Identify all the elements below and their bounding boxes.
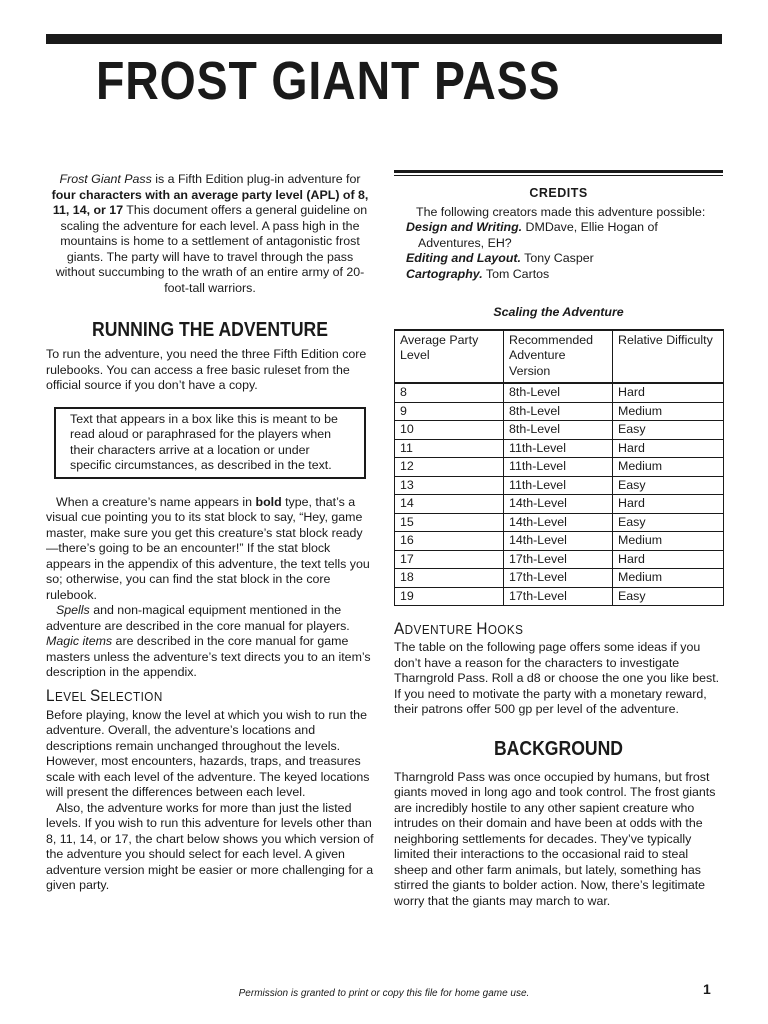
table-cell-difficulty: Easy	[613, 421, 724, 440]
table-cell-apl: 10	[395, 421, 504, 440]
table-row	[395, 402, 724, 421]
background-heading: BACKGROUND	[493, 737, 624, 760]
table-row	[395, 587, 724, 606]
table-cell-version: 17th-Level	[504, 569, 613, 588]
table-cell-apl: 13	[395, 476, 504, 495]
header-difficulty: Relative Difficulty	[613, 330, 724, 384]
page-title: FROST GIANT PASS	[96, 51, 561, 111]
table-cell-apl: 15	[395, 513, 504, 532]
table-cell-difficulty: Easy	[613, 476, 724, 495]
running-p2: When a creature’s name appears in bold type, that’s a visual cue pointing you to its stat block to say, “Hey, game master, make sure you get this creature’s stat block ready—there’s going to be an encounter!” If the stat block appears in the appendix of this adventure, the text tells you so; otherwise, you can find the stat block in the core rulebook.	[46, 494, 370, 602]
table-cell-difficulty: Hard	[613, 495, 724, 514]
level-selection-p2: Also, the adventure works for more than just the listed levels. If you wish to run this adventure for levels other than 8, 11, 14, or 17, the chart below shows you which version of the adventure you should select for each level. A given adventure version might be easier or more challenging for a given party.	[46, 800, 374, 892]
table-row	[395, 569, 724, 588]
table-cell-apl: 14	[395, 495, 504, 514]
table-cell-apl: 18	[395, 569, 504, 588]
credit-line: Cartography. Tom Cartos	[406, 266, 550, 281]
table-cell-version: 17th-Level	[504, 550, 613, 569]
table-cell-difficulty: Easy	[613, 513, 724, 532]
left-column	[46, 172, 374, 894]
table-row	[395, 550, 724, 569]
table-row	[395, 532, 724, 551]
read-aloud-box: Text that appears in a box like this is meant to be read aloud or paraphrased for the players when their characters arrive at a location or under specific circumstances, as described in the text.	[54, 407, 366, 479]
table-body	[395, 383, 724, 606]
table-cell-version: 14th-Level	[504, 495, 613, 514]
table-cell-version: 17th-Level	[504, 587, 613, 606]
right-column	[394, 170, 723, 909]
table-cell-apl: 9	[395, 402, 504, 421]
level-selection-heading: LEVEL SELECTION	[46, 685, 163, 705]
table-row	[395, 495, 724, 514]
table-cell-difficulty: Medium	[613, 458, 724, 477]
table-cell-version: 14th-Level	[504, 532, 613, 551]
table-cell-version: 14th-Level	[504, 513, 613, 532]
header-version: Recommended Adventure Version	[504, 330, 613, 384]
table-cell-apl: 19	[395, 587, 504, 606]
table-row	[395, 421, 724, 440]
credits-intro: The following creators made this adventure possible:	[416, 204, 706, 219]
level-selection-p1: Before playing, know the level at which you wish to run the adventure. Overall, the adventure’s locations and descriptions remain unchanged throughout the levels. However, most encounters, hazards, traps, and treasures scale with each level of the adventure. The keyed locations will present the differences between each level.	[46, 707, 370, 799]
table-cell-difficulty: Medium	[613, 402, 724, 421]
running-heading: RUNNING THE ADVENTURE	[92, 319, 328, 341]
table-row	[395, 476, 724, 495]
table-cell-difficulty: Hard	[613, 550, 724, 569]
table-cell-difficulty: Easy	[613, 587, 724, 606]
credit-line: Design and Writing. DMDave, Ellie Hogan of Adventures, EH?	[406, 220, 658, 250]
intro-italic-title: Frost Giant Pass	[59, 172, 152, 186]
intro-bold: four characters with an average party level (APL) of 8, 11, 14, or 17	[51, 187, 369, 217]
running-p1: To run the adventure, you need the three Fifth Edition core rulebooks. You can access a free basic ruleset from the official source if you don’t have a copy.	[46, 347, 367, 392]
credits-rule	[394, 170, 723, 176]
adventure-hooks-heading: ADVENTURE HOOKS	[394, 619, 524, 638]
table-cell-apl: 12	[395, 458, 504, 477]
table-row	[395, 439, 724, 458]
table-cell-apl: 16	[395, 532, 504, 551]
header-apl: Average Party Level	[395, 330, 504, 384]
table-row	[395, 513, 724, 532]
intro-paragraph: Frost Giant Pass is a Fifth Edition plug-in adventure for four characters with an average party level (APL) of 8, 11, 14, or 17 This document offers a general guideline on scaling the adventure for each level. A pass high in the mountains is home to a settlement of antagonistic frost giants. The party will have to travel through the pass without succumbing to the wrath of an entire army of 20-foot-tall warriors.	[51, 172, 369, 295]
table-cell-apl: 11	[395, 439, 504, 458]
top-rule	[46, 34, 722, 44]
table-cell-version: 11th-Level	[504, 458, 613, 477]
table-row	[395, 383, 724, 402]
table-cell-difficulty: Medium	[613, 569, 724, 588]
credits-list	[394, 220, 723, 282]
credit-line: Editing and Layout. Tony Casper	[406, 251, 594, 265]
table-cell-version: 8th-Level	[504, 421, 613, 440]
scaling-caption: Scaling the Adventure	[493, 305, 624, 319]
table-header-row	[395, 330, 724, 384]
background-paragraph: Tharngrold Pass was once occupied by humans, but frost giants moved in long ago and took control. The frost giants are incredibly hostile to any other sapient creature who intrudes on their domain and have been at odds with the neighboring settlements for decades. They’ve typically limited their interactions to the occasional raid to steal sheep and other farm animals, but lately, something has stirred the giants to bolder action. Now, there’s legitimate worry that the giants may march to war.	[394, 769, 716, 908]
table-cell-difficulty: Hard	[613, 383, 724, 402]
credits-heading: CREDITS	[529, 186, 588, 200]
scaling-table	[394, 329, 724, 607]
table-cell-difficulty: Hard	[613, 439, 724, 458]
hooks-paragraph: The table on the following page offers some ideas if you don’t have a reason for the characters to investigate Tharngrold Pass. Roll a d8 or choose the one you like best. If you need to motivate the party with a monetary reward, their patrons offer 500 gp per level of the adventure.	[394, 640, 720, 716]
table-cell-version: 11th-Level	[504, 439, 613, 458]
table-cell-version: 8th-Level	[504, 383, 613, 402]
footer-permission: Permission is granted to print or copy this file for home game use.	[238, 988, 530, 999]
table-cell-version: 8th-Level	[504, 402, 613, 421]
table-cell-apl: 8	[395, 383, 504, 402]
table-cell-difficulty: Medium	[613, 532, 724, 551]
running-p3: Spells and non-magical equipment mentioned in the adventure are described in the core manual for players. Magic items are described in the core manual for game masters unless the adventure’s text directs you to an item’s description in the appendix.	[46, 603, 371, 679]
table-cell-apl: 17	[395, 550, 504, 569]
table-row	[395, 458, 724, 477]
page-number: 1	[703, 981, 711, 997]
table-cell-version: 11th-Level	[504, 476, 613, 495]
